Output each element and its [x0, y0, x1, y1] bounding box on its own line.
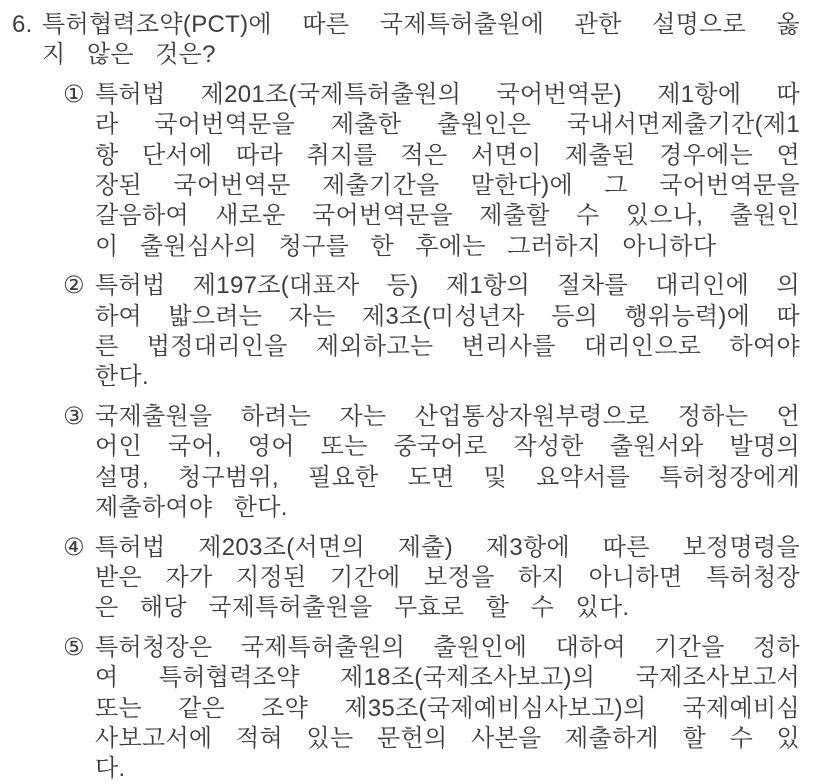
- option-line: 다.: [95, 755, 126, 783]
- option-3-marker: ③: [63, 402, 85, 430]
- option-4-marker: ④: [63, 533, 85, 561]
- option-line: 어인 국어, 영어 또는 중국어로 작성한 출원서와 발명의: [95, 433, 800, 461]
- question-line: 특허협력조약(PCT)에 따른 국제특허출원에 관한 설명으로 옳: [42, 11, 800, 38]
- option-3-text: [95, 402, 800, 524]
- option-1-marker: ①: [63, 80, 85, 108]
- option-line: 은 해당 국제특허출원을 무효로 할 수 있다.: [95, 594, 630, 622]
- option-line: 받은 자가 지정된 기간에 보정을 하지 아니하면 특허청장: [95, 563, 800, 591]
- option-2-marker: ②: [63, 272, 85, 300]
- option-line: 장된 국어번역문 제출기간을 말한다)에 그 국어번역문을: [95, 172, 800, 200]
- option-1: [12, 80, 800, 262]
- option-1-text: [95, 80, 800, 262]
- option-line: 특허법 제197조(대표자 등) 제1항의 절차를 대리인에 의: [95, 272, 800, 300]
- option-line: 특허법 제203조(서면의 제출) 제3항에 따른 보정명령을: [95, 533, 800, 561]
- option-line: 설명, 청구범위, 필요한 도면 및 요약서를 특허청장에게: [95, 463, 800, 491]
- option-5: [12, 633, 800, 784]
- question-line: 지 않은 것은?: [42, 41, 216, 69]
- option-line: 특허법 제201조(국제특허출원의 국어번역문) 제1항에 따: [95, 80, 800, 108]
- option-line: 사보고서에 적혀 있는 문헌의 사본을 제출하게 할 수 있: [95, 724, 800, 752]
- option-line: 제출하여야 한다.: [95, 494, 288, 522]
- option-line: 라 국어번역문을 제출한 출원인은 국내서면제출기간(제1: [95, 111, 800, 139]
- option-3: [12, 402, 800, 524]
- question-paragraph: [12, 10, 800, 71]
- option-line: 갈음하여 새로운 국어번역문을 제출할 수 있으나, 출원인: [95, 202, 800, 230]
- option-line: 른 법정대리인을 제외하고는 변리사를 대리인으로 하여야: [95, 333, 800, 361]
- option-5-marker: ⑤: [63, 633, 85, 661]
- option-2-text: [95, 271, 800, 393]
- question-text: [42, 10, 800, 71]
- option-4: [12, 533, 800, 624]
- option-line: 특허청장은 국제특허출원의 출원인에 대하여 기간을 정하: [95, 633, 800, 661]
- option-5-text: [95, 633, 800, 784]
- option-4-text: [95, 533, 800, 624]
- option-line: 또는 같은 조약 제35조(국제예비심사보고)의 국제예비심: [95, 694, 800, 722]
- option-line: 한다.: [95, 363, 149, 391]
- option-line: 국제출원을 하려는 자는 산업통상자원부령으로 정하는 언: [95, 402, 800, 430]
- option-line: 이 출원심사의 청구를 한 후에는 그러하지 아니하다: [95, 232, 717, 260]
- option-2: [12, 271, 800, 393]
- option-line: 여 특허협력조약 제18조(국제조사보고)의 국제조사보고서: [95, 664, 800, 692]
- option-line: 항 단서에 따라 취지를 적은 서면이 제출된 경우에는 연: [95, 141, 800, 169]
- option-line: 하여 밟으려는 자는 제3조(미성년자 등의 행위능력)에 따: [95, 302, 800, 330]
- question-number: 6.: [12, 11, 33, 38]
